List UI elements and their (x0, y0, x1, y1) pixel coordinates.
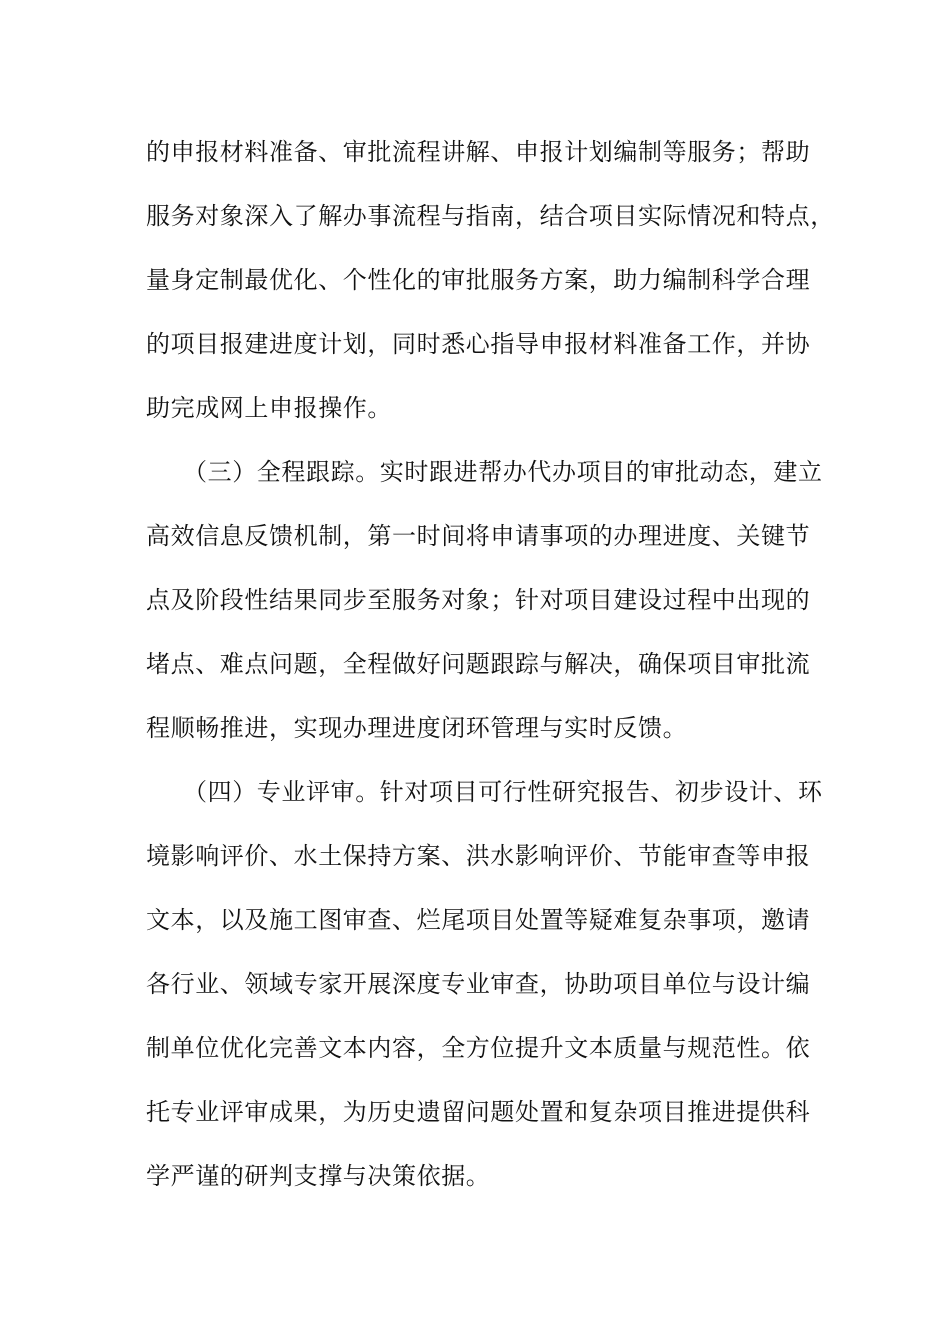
text-line: 各行业、领域专家开展深度专业审查，协助项目单位与设计编 (146, 970, 811, 998)
text-line: 助完成网上申报操作。 (146, 394, 392, 422)
text-line: 程顺畅推进，实现办理进度闭环管理与实时反馈。 (146, 714, 688, 742)
text-line: 服务对象深入了解办事流程与指南，结合项目实际情况和特点， (146, 202, 835, 230)
text-line: 的申报材料准备、审批流程讲解、申报计划编制等服务；帮助 (146, 138, 811, 166)
text-line: 制单位优化完善文本内容，全方位提升文本质量与规范性。依 (146, 1034, 811, 1062)
text-line: 点及阶段性结果同步至服务对象；针对项目建设过程中出现的 (146, 586, 811, 614)
paragraph-heading-line: （三）全程跟踪。实时跟进帮办代办项目的审批动态，建立 (183, 458, 823, 486)
text-line: 文本，以及施工图审查、烂尾项目处置等疑难复杂事项，邀请 (146, 906, 811, 934)
text-line: 境影响评价、水土保持方案、洪水影响评价、节能审查等申报 (146, 842, 811, 870)
text-line: 的项目报建进度计划，同时悉心指导申报材料准备工作，并协 (146, 330, 811, 358)
text-line: 高效信息反馈机制，第一时间将申请事项的办理进度、关键节 (146, 522, 811, 550)
text-line: 堵点、难点问题，全程做好问题跟踪与解决，确保项目审批流 (146, 650, 811, 678)
text-line: 量身定制最优化、个性化的审批服务方案，助力编制科学合理 (146, 266, 811, 294)
text-line: 托专业评审成果，为历史遗留问题处置和复杂项目推进提供科 (146, 1098, 811, 1126)
paragraph-heading-line: （四）专业评审。针对项目可行性研究报告、初步设计、环 (183, 778, 823, 806)
text-line: 学严谨的研判支撑与决策依据。 (146, 1162, 491, 1190)
